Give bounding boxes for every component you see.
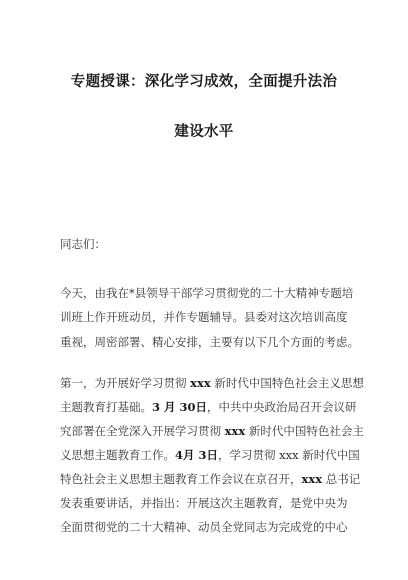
paragraph-2-line: 究部署在全党深入开展学习贯彻 xxx 新时代中国特色社会主 — [60, 424, 364, 438]
paragraph-1-line: 今天，由我在*县领导干部学习贯彻党的二十大精神专题培 — [60, 286, 354, 300]
paragraph-2-line: 第一，为开展好学习贯彻 xxx 新时代中国特色社会主义思想 — [60, 376, 364, 390]
document-title-line-2: 建设水平 — [174, 124, 234, 140]
paragraph-2-line: 特色社会主义思想主题教育工作会议在京召开，xxx 总书记 — [60, 472, 361, 486]
paragraph-2-line: 义思想主题教育工作。4月 3日，学习贯彻 xxx 新时代中国 — [60, 448, 360, 462]
paragraph-2-line: 发表重要讲话，并指出：开展这次主题教育，是党中央为 — [60, 496, 348, 510]
paragraph-1-line: 重视，周密部署、精心安排，主要有以下几个方面的考虑。 — [60, 335, 359, 349]
document-title-line-1: 专题授课：深化学习成效，全面提升法治 — [70, 74, 338, 90]
greeting: 同志们： — [60, 237, 106, 251]
paragraph-1-line: 训班上作开班动员，并作专题辅导。县委对这次培训高度 — [60, 310, 348, 324]
paragraph-2-line: 全面贯彻党的二十大精神、动员全党同志为完成党的中心 — [60, 520, 348, 534]
paragraph-2-line: 主题教育打基础。3 月 30日，中共中央政治局召开会议研 — [60, 400, 357, 414]
